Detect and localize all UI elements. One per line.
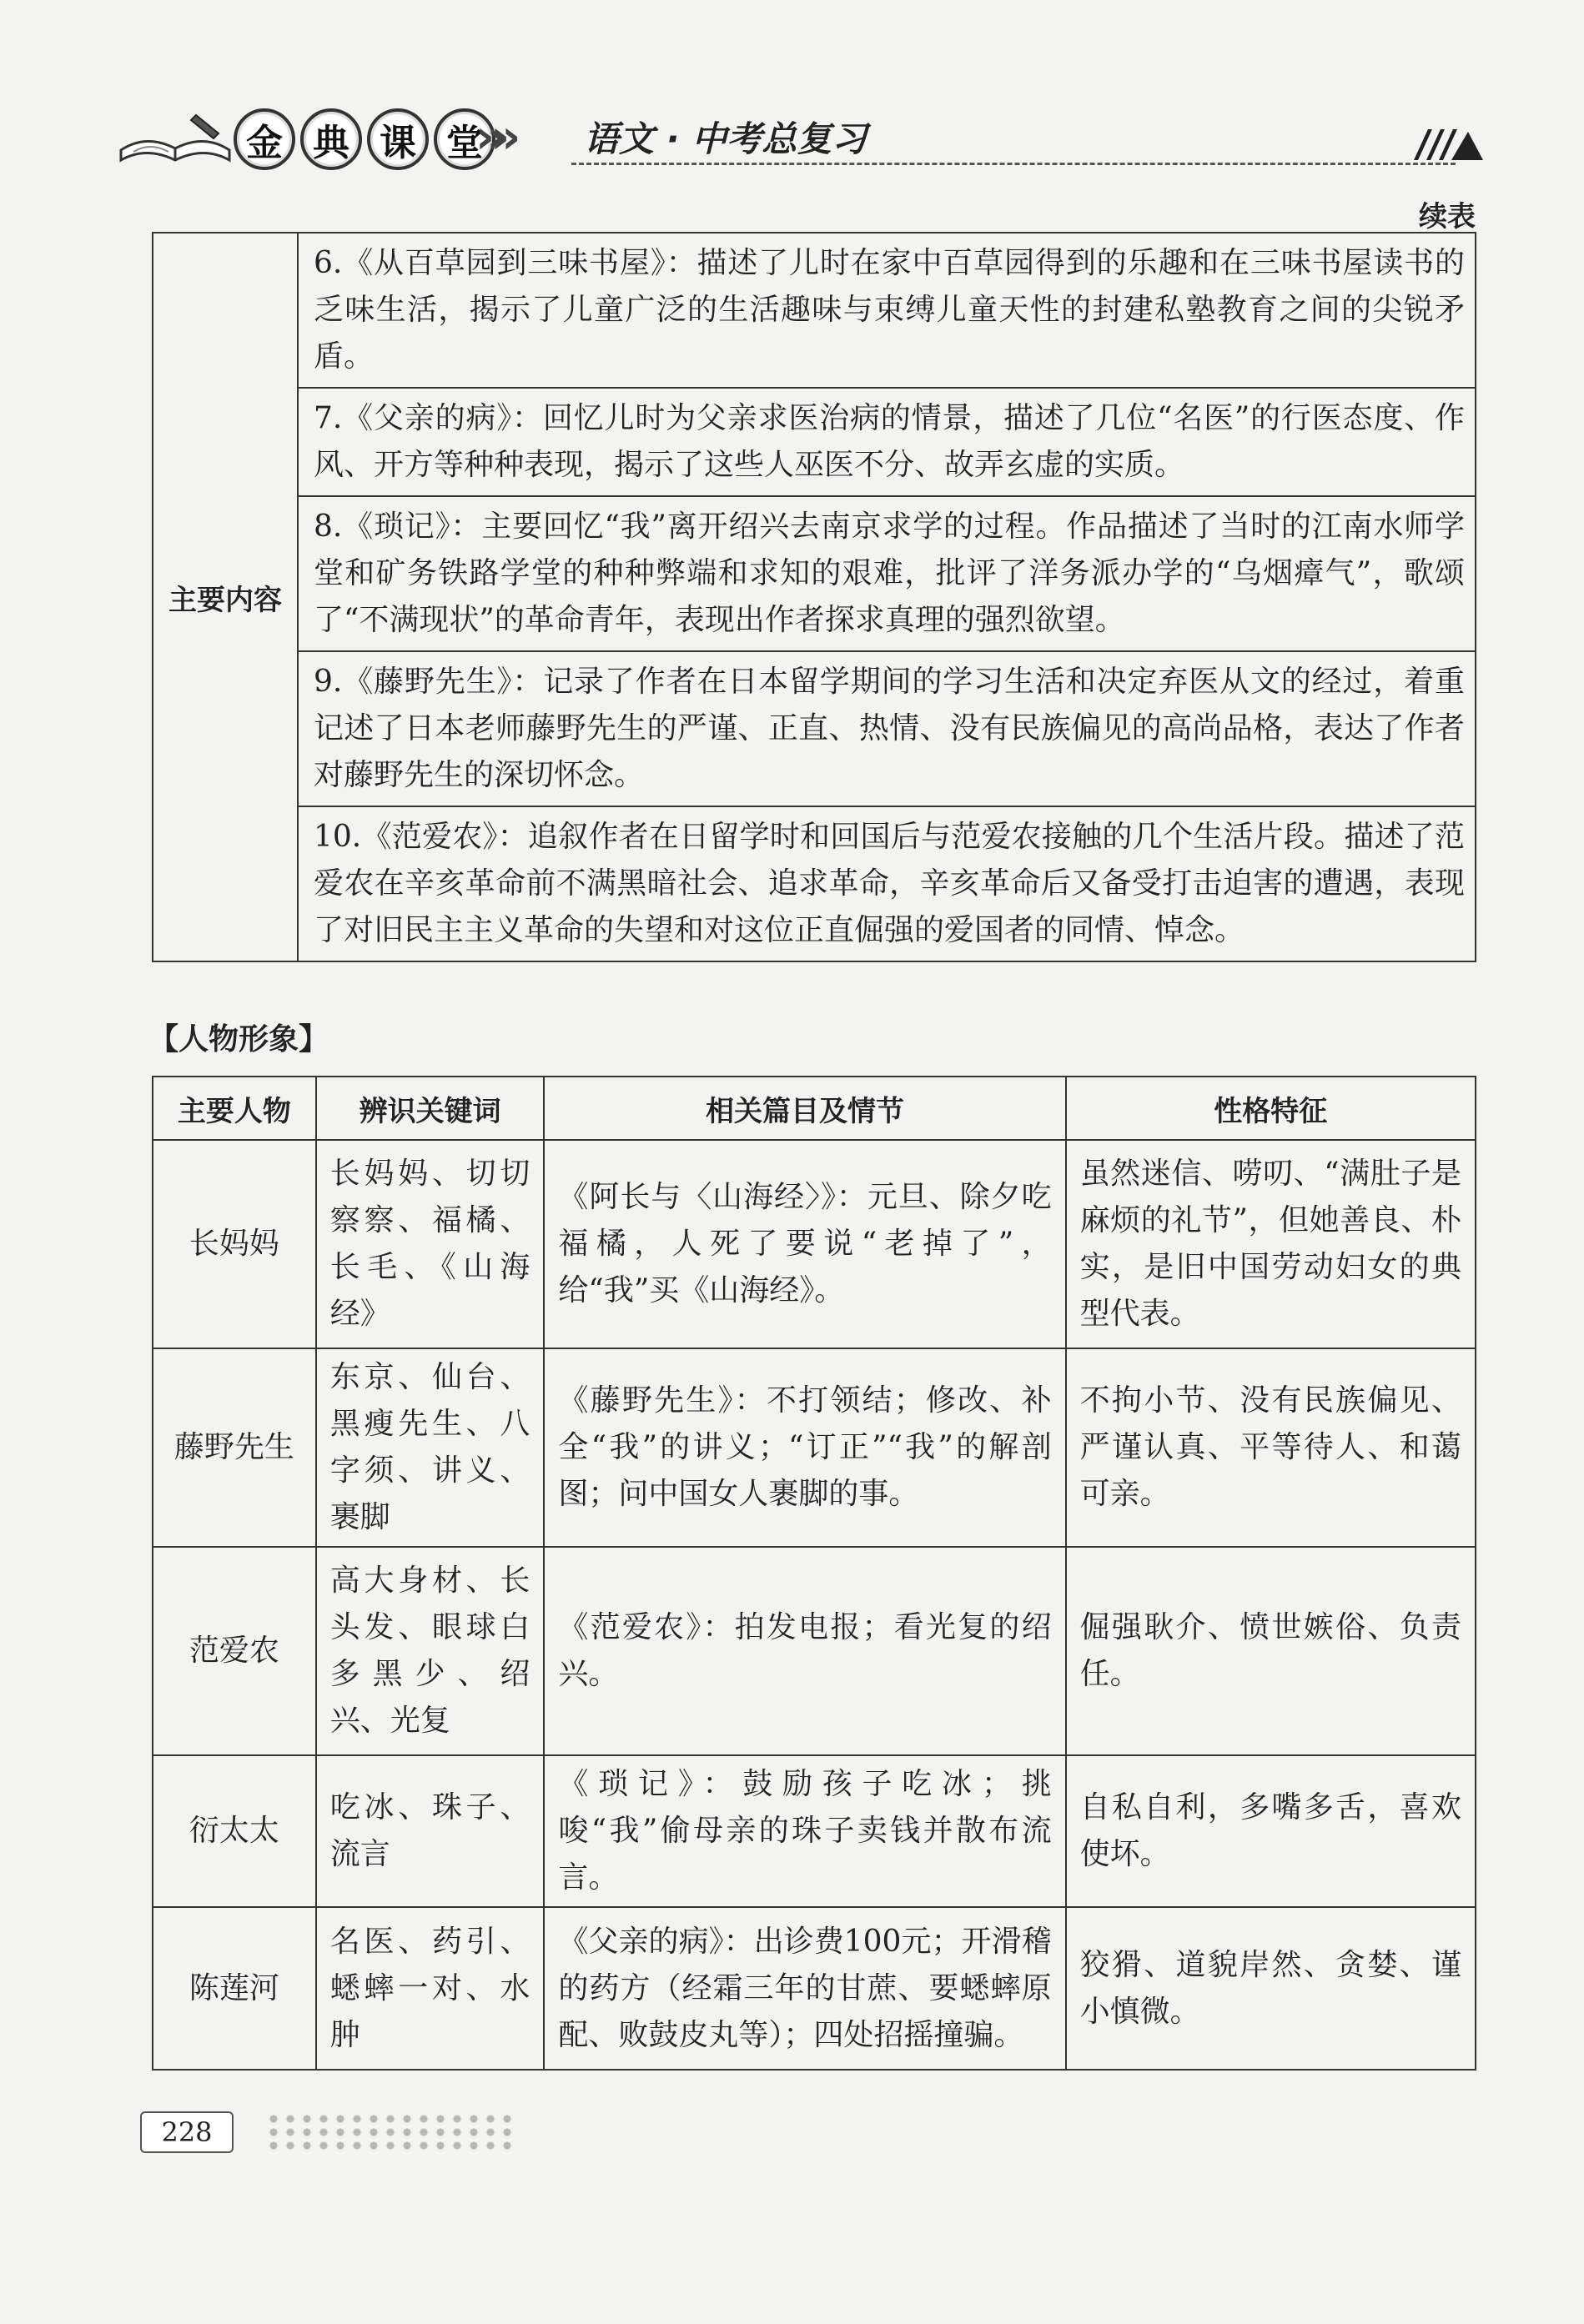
character-keywords: 东京、仙台、黑瘦先生、八字须、讲义、裹脚 [316,1348,545,1547]
character-keywords: 高大身材、长头发、眼球白多黑少、绍兴、光复 [316,1547,545,1755]
character-table [152,1076,1476,2071]
row-header-cell: 主要内容 [153,233,298,961]
table-row [153,1547,1476,1755]
character-plot: 《藤野先生》：不打领结；修改、补全“我”的讲义；“订正”“我”的解剖图；问中国女人裹脚的事。 [544,1348,1065,1547]
brand-title [234,108,495,170]
character-keywords: 名医、药引、蟋蟀一对、水肿 [316,1907,545,2070]
table-row [153,388,1476,496]
character-traits: 倔强耿介、愤世嫉俗、负责任。 [1066,1547,1476,1755]
column-header: 相关篇目及情节 [544,1077,1065,1140]
character-plot: 《父亲的病》：出诊费100元；开滑稽的药方（经霜三年的甘蔗、要蟋蟀原配、败鼓皮丸等）；四处招摇撞骗。 [544,1907,1065,2070]
table-row [153,1755,1476,1907]
content-item: 9.《藤野先生》：记录了作者在日本留学期间的学习生活和决定弃医从文的经过，着重记述了日本老师藤野先生的严谨、正直、热情、没有民族偏见的高尚品格，表达了作者对藤野先生的深切怀念。 [298,651,1476,806]
table-row [153,233,1476,388]
double-chevron-icon: »» [475,110,506,164]
section-title: 【人物形象】 [148,1022,329,1057]
brand-char: 堂 [434,108,495,170]
character-plot: 《阿长与〈山海经〉》：元旦、除夕吃福橘，人死了要说“老掉了”，给“我”买《山海经》。 [544,1140,1065,1348]
column-header: 性格特征 [1066,1077,1476,1140]
content-item: 6.《从百草园到三味书屋》：描述了儿时在家中百草园得到的乐趣和在三味书屋读书的乏味生活，揭示了儿童广泛的生活趣味与束缚儿童天性的封建私塾教育之间的尖锐矛盾。 [298,233,1476,388]
table-header-row [153,1077,1476,1140]
character-plot: 《琐记》：鼓励孩子吃冰；挑唆“我”偷母亲的珠子卖钱并散布流言。 [544,1755,1065,1907]
character-name: 藤野先生 [153,1348,316,1547]
page-header [108,92,1485,183]
triangle-stripes-icon [1410,125,1485,163]
character-name: 陈莲河 [153,1907,316,2070]
character-traits: 虽然迷信、唠叨、“满肚子是麻烦的礼节”，但她善良、朴实，是旧中国劳动妇女的典型代表。 [1066,1140,1476,1348]
character-name: 范爱农 [153,1547,316,1755]
character-plot: 《范爱农》：拍发电报；看光复的绍兴。 [544,1547,1065,1755]
character-keywords: 长妈妈、切切察察、福橘、长毛、《山海经》 [316,1140,545,1348]
dot-pattern-decoration [265,2112,515,2151]
page-number: 228 [140,2111,234,2153]
table-row [153,651,1476,806]
character-name: 长妈妈 [153,1140,316,1348]
continued-table-label: 续表 [1419,200,1476,233]
character-traits: 不拘小节、没有民族偏见、严谨认真、平等待人、和蔼可亲。 [1066,1348,1476,1547]
open-book-pen-icon [117,108,234,167]
character-name: 衍太太 [153,1755,316,1907]
brand-char: 典 [300,108,362,170]
subject-title: 语文 · 中考总复习 [584,118,867,159]
table-row [153,806,1476,961]
content-item: 7.《父亲的病》：回忆儿时为父亲求医治病的情景，描述了几位“名医”的行医态度、作风、开方等种种表现，揭示了这些人巫医不分、故弄玄虚的实质。 [298,388,1476,496]
brand-char: 金 [234,108,295,170]
table-row [153,1140,1476,1348]
content-item: 10.《范爱农》：追叙作者在日留学时和回国后与范爱农接触的几个生活片段。描述了范爱农在辛亥革命前不满黑暗社会、追求革命，辛亥革命后又备受打击迫害的遭遇，表现了对旧民主主义革命的失望和对这位正直倔强的爱国者的同情、悼念。 [298,806,1476,961]
column-header: 辨识关键词 [316,1077,545,1140]
header-divider [571,163,1456,165]
character-traits: 狡猾、道貌岸然、贪婪、谨小慎微。 [1066,1907,1476,2070]
table-row [153,496,1476,651]
content-item: 8.《琐记》：主要回忆“我”离开绍兴去南京求学的过程。作品描述了当时的江南水师学堂和矿务铁路学堂的种种弊端和求知的艰难，批评了洋务派办学的“乌烟瘴气”，歌颂了“不满现状”的革命青年，表现出作者探求真理的强烈欲望。 [298,496,1476,651]
character-traits: 自私自利，多嘴多舌，喜欢使坏。 [1066,1755,1476,1907]
table-row [153,1907,1476,2070]
character-keywords: 吃冰、珠子、流言 [316,1755,545,1907]
column-header: 主要人物 [153,1077,316,1140]
table-row [153,1348,1476,1547]
main-content-table [152,232,1476,962]
brand-char: 课 [367,108,429,170]
